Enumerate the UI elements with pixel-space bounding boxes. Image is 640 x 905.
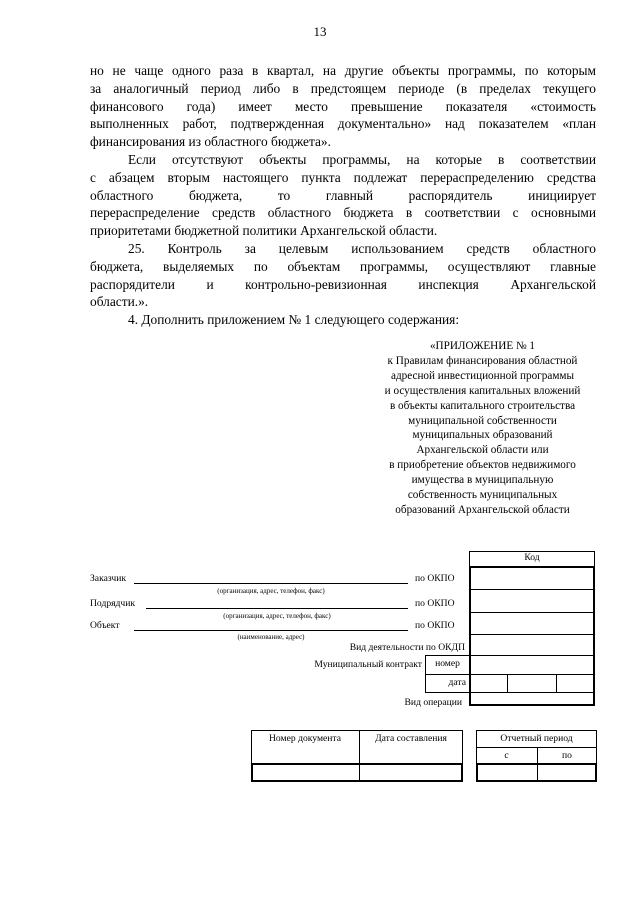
paragraph-2 — [90, 151, 596, 240]
appendix-line: к Правилам финансирования областной — [387, 354, 578, 367]
text-line: за аналогичный период либо в предстоящем периоде (в пределах текущего — [90, 80, 596, 96]
text-line: приоритетами бюджетной политики Архангельской области. — [90, 223, 438, 239]
text-line: области.». — [90, 294, 149, 310]
appendix-line: и осуществления капитальных вложений — [384, 384, 581, 397]
text-line: бюджета, выделяемых по объектам программы, осуществляют главные — [90, 258, 596, 274]
text-line: финансового года) имеет место превышение показателя «стоимость — [90, 98, 596, 114]
contractor-okpo-label: по ОКПО — [415, 598, 455, 609]
divider — [425, 674, 470, 675]
text-line: но не чаще одного раза в квартал, на другие объекты программы, по которым — [90, 63, 596, 78]
text-line: с абзацем вторым настоящего пункта подлежат перераспределению средства — [90, 169, 596, 185]
text-line: 25. Контроль за целевым использованием средств областного — [128, 241, 596, 256]
appendix-line: имущества в муниципальную — [411, 474, 554, 487]
divider — [469, 634, 595, 635]
divider — [469, 674, 595, 675]
appendix-line: «ПРИЛОЖЕНИЕ № 1 — [429, 340, 536, 352]
text-line: выполненных работ, подтвержденная документально» над показателем «план — [90, 116, 596, 132]
appendix-line: муниципальной собственности — [408, 414, 557, 427]
contractor-hint: (организация, адрес, телефон, факс) — [223, 612, 331, 620]
paragraph-1 — [90, 62, 596, 151]
text-line: областного бюджета, то главный распорядитель инициирует — [90, 187, 596, 203]
period-from-header: с — [504, 750, 509, 761]
text-line: финансирования из областного бюджета». — [90, 134, 331, 150]
customer-field[interactable] — [134, 583, 408, 584]
contractor-label: Подрядчик — [90, 598, 136, 609]
object-field[interactable] — [134, 630, 408, 631]
doc-date-header: Дата составления — [375, 733, 447, 744]
divider — [556, 674, 557, 692]
customer-okpo-label: по ОКПО — [415, 573, 455, 584]
appendix-line: собственность муниципальных — [407, 489, 558, 502]
customer-label: Заказчик — [90, 573, 127, 584]
divider — [251, 763, 463, 765]
object-hint: (наименование, адрес) — [237, 633, 305, 641]
contract-label: Муниципальный контракт — [314, 659, 422, 670]
text-line: перераспределение средств областного бюджета в соответствии с основными — [90, 205, 596, 221]
appendix-line: в приобретение объектов недвижимого — [389, 459, 576, 472]
text-line: распорядители и контрольно-ревизионная инспекция Архангельской — [90, 276, 596, 292]
divider — [469, 612, 595, 613]
activity-label: Вид деятельности по ОКДП — [349, 642, 465, 653]
code-header: Код — [524, 552, 540, 563]
period-header: Отчетный период — [500, 733, 573, 744]
contractor-field[interactable] — [146, 608, 408, 609]
page-number: 13 — [313, 24, 327, 39]
code-column — [469, 566, 595, 706]
object-okpo-label: по ОКПО — [415, 620, 455, 631]
appendix-line: Архангельской области или — [416, 444, 549, 457]
divider — [469, 692, 595, 693]
period-to-header: по — [562, 750, 572, 761]
text-line: 4. Дополнить приложением № 1 следующего содержания: — [128, 312, 460, 327]
divider — [469, 655, 595, 656]
appendix-line: адресной инвестиционной программы — [390, 369, 575, 382]
divider — [507, 674, 508, 692]
object-label: Объект — [90, 620, 120, 631]
divider — [251, 780, 463, 782]
appendix-line: в объекты капитального строительства — [389, 399, 576, 412]
text-line: Если отсутствуют объекты программы, на которые в соответствии — [128, 152, 596, 167]
paragraph-4 — [90, 311, 596, 329]
operation-label: Вид операции — [404, 697, 462, 708]
doc-number-header: Номер документа — [269, 733, 341, 744]
appendix-header — [315, 339, 640, 518]
appendix-line: муниципальных образований — [412, 429, 553, 442]
contract-number-label: номер — [435, 658, 460, 669]
paragraph-3 — [90, 240, 596, 311]
contract-date-label: дата — [448, 677, 466, 688]
customer-hint: (организация, адрес, телефон, факс) — [217, 587, 325, 595]
divider — [469, 589, 595, 590]
appendix-line: образований Архангельской области — [395, 503, 570, 516]
